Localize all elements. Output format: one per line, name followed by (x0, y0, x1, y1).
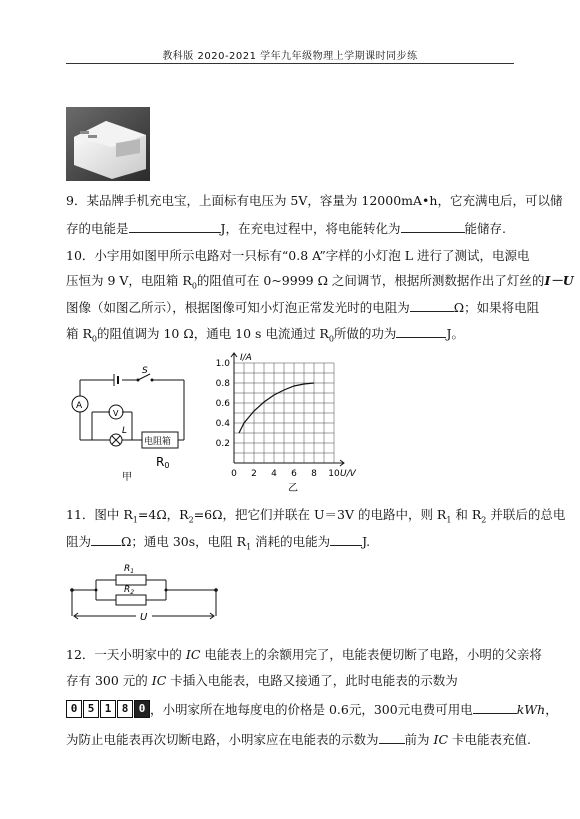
switch-label: S (142, 366, 148, 376)
q10-sub: 0 (191, 281, 197, 291)
q10-text: 压恒为 9 V，电阻箱 R (66, 273, 192, 288)
q10-text: 箱 R (66, 326, 92, 341)
q12-text: 前为 (404, 732, 434, 747)
meter-digit-decimal: 0 (134, 700, 150, 718)
y-tick-label: 0.8 (215, 379, 230, 389)
q12-text: 为防止电能表再次切断电路，小明家应在电能表的示数为 (66, 732, 379, 747)
q9-text: J，在充电过程中，将电能转化为 (220, 221, 401, 236)
q11-sub: 2 (481, 515, 487, 525)
q12-text: ，小明家所在地每度电的价格是 0.6元，300元电费可用电 (150, 702, 473, 717)
q10-line1: 10．小宇用如图甲所示电路对一只标有“0.8 A”字样的小灯泡 L 进行了测试，电源电 (66, 248, 530, 263)
q12-text: 存有 300 元的 (66, 673, 152, 688)
r1-label: $R_1$ (124, 564, 135, 575)
q9-energy-blank[interactable] (129, 219, 221, 233)
x-tick-label: 6 (291, 469, 297, 479)
q11-sub: 1 (132, 515, 138, 525)
header-rule (66, 63, 514, 64)
x-tick-label: 10 (328, 469, 340, 479)
q10-line3 (66, 298, 539, 317)
iu-chart (214, 350, 364, 495)
q10-work-blank[interactable] (396, 324, 446, 338)
q11-text: 和 R (451, 507, 482, 522)
q11-energy-blank[interactable] (330, 532, 362, 546)
x-tick-label: 2 (251, 469, 257, 479)
y-tick-label: 0.6 (215, 399, 230, 409)
q11-text: =4Ω，R (137, 507, 189, 522)
q10-text: 所做的功为 (333, 326, 397, 341)
q9-text: 能储存. (464, 221, 507, 236)
u-label: U (140, 612, 148, 623)
q11-text: 11．图中 R (66, 507, 133, 522)
x-tick-label: 4 (271, 469, 277, 479)
q10-text: 图像（如图乙所示），根据图像可知小灯泡正常发光时的电阻为 (66, 300, 410, 315)
q10-iu-symbol: I－U (544, 273, 574, 288)
q12-text: 卡电能表充值. (448, 732, 531, 747)
q9-form-blank[interactable] (401, 219, 465, 233)
iu-graph (214, 350, 364, 495)
voltmeter-label: V (113, 409, 119, 418)
q10-sub: 0 (328, 334, 334, 344)
circuit-caption: 甲 (122, 472, 132, 482)
q12-ic: IC (151, 673, 167, 688)
q11-sub: 2 (188, 515, 194, 525)
q10-text: 的阻值可在 0~9999 Ω 之间调节，根据所测数据作出了灯丝的 (196, 273, 545, 288)
y-tick-label: 1.0 (215, 359, 230, 369)
meter-digit: 8 (117, 700, 133, 718)
r2-label: $R_2$ (124, 585, 135, 596)
meter-digit: 1 (100, 700, 116, 718)
q10-text: J。 (446, 326, 464, 341)
q11-text: 消耗的电能为 (251, 534, 331, 549)
q12-text: 卡插入电能表，电路又接通了，此时电能表的示数为 (166, 673, 458, 688)
q12-ic: IC (433, 732, 449, 747)
q11-text: J. (362, 534, 371, 549)
q10-resistance-blank[interactable] (410, 298, 454, 312)
iu-curve (239, 383, 314, 433)
chart-xlabel: U/V (340, 469, 356, 479)
resistor-box-label: 电阻箱 (144, 437, 172, 447)
q12-unit: kWh (516, 702, 546, 717)
q11-line2 (66, 532, 370, 557)
y-tick-label: 0.2 (215, 439, 230, 449)
q12-energy-blank[interactable] (473, 700, 517, 714)
q11-text: Ω；通电 30s，电阻 R (121, 534, 247, 549)
q12-text: 电能表上的余额用完了，电能表便切断了电路，小明的父亲将 (200, 647, 542, 662)
parallel-resistor-diagram (66, 560, 226, 630)
q9-line2 (66, 219, 506, 238)
q12-text: ， (545, 702, 558, 717)
q10-line4 (66, 324, 464, 349)
q9-text: 存的电能是 (66, 221, 129, 236)
q12-line3 (150, 700, 558, 719)
r0-label: R0 (156, 455, 170, 470)
q10-line2 (66, 272, 574, 296)
meter-digit: 5 (83, 700, 99, 718)
q11-resistance-blank[interactable] (91, 532, 121, 546)
meter-digit: 0 (66, 700, 82, 718)
q11-text: 阻为 (66, 534, 92, 549)
q11-line1 (66, 506, 565, 530)
q12-line4 (66, 730, 531, 749)
q12-ic: IC (185, 647, 201, 662)
q9-line1: 9．某品牌手机充电宝，上面标有电压为 5V，容量为 12000mA•h，它充满电后，可以储 (66, 193, 563, 208)
q12-line2 (66, 672, 458, 690)
q12-reading-blank[interactable] (379, 730, 405, 744)
chart-ylabel: I/A (240, 353, 252, 363)
q10-sub: 0 (91, 334, 97, 344)
q11-text: 并联后的总电 (486, 507, 566, 522)
q11-sub: 1 (446, 515, 452, 525)
page-header: 教科版 2020-2021 学年九年级物理上学期课时同步练 (162, 51, 418, 62)
q11-text: =6Ω，把它们并联在 U＝3V 的电路中，则 R (193, 507, 447, 522)
q10-text: 的阻值调为 10 Ω，通电 10 s 电流通过 R (96, 326, 329, 341)
y-tick-label: 0.4 (215, 419, 230, 429)
x-tick-label: 8 (311, 469, 317, 479)
meter-readout (66, 700, 150, 718)
lamp-label: L (122, 426, 128, 436)
power-bank-photo (66, 107, 150, 181)
q11-sub: 1 (246, 542, 252, 552)
circuit-diagram-jia (66, 362, 196, 482)
q10-text: Ω；如果将电阻 (453, 300, 540, 315)
q12-line1 (66, 646, 542, 664)
graph-caption: 乙 (288, 483, 298, 494)
x-tick-label: 0 (231, 469, 237, 479)
q12-text: 12．一天小明家中的 (66, 647, 186, 662)
ammeter-label: A (76, 401, 83, 411)
